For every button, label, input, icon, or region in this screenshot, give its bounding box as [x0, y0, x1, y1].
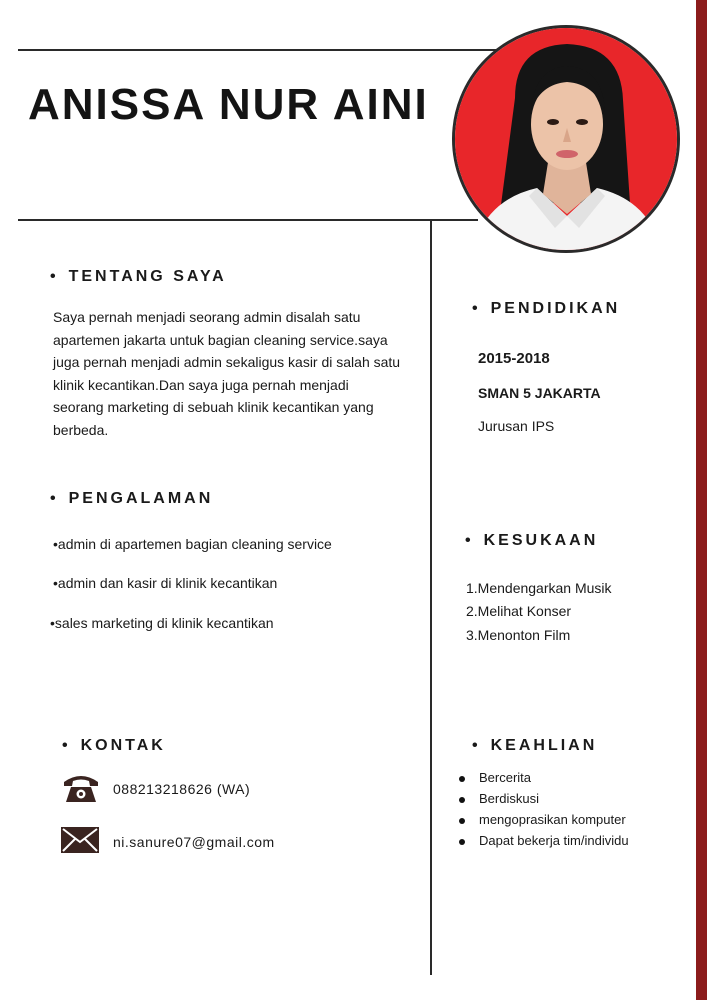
heading-bullet: • [50, 490, 59, 507]
contact-title: KONTAK [80, 737, 166, 754]
accent-bar [696, 0, 707, 1000]
about-heading [50, 268, 227, 286]
heading-bullet: • [472, 737, 481, 754]
bullet-icon [459, 839, 465, 845]
email-address: ni.sanure07@gmail.com [113, 834, 275, 850]
bullet-icon [459, 776, 465, 782]
skills-heading [472, 737, 597, 755]
bullet-icon [459, 818, 465, 824]
skills-title: KEAHLIAN [490, 737, 598, 754]
heading-bullet: • [62, 737, 71, 754]
heading-bullet: • [50, 268, 59, 285]
education-heading [472, 300, 620, 318]
list-item [459, 791, 539, 806]
skill-label: Dapat bekerja tim/individu [479, 833, 629, 848]
list-item: 2.Melihat Konser [466, 603, 572, 619]
experience-title: PENGALAMAN [68, 490, 214, 507]
telephone-icon [62, 772, 100, 804]
education-years: 2015-2018 [478, 350, 550, 367]
heading-bullet: • [465, 532, 474, 549]
skill-label: Bercerita [479, 770, 532, 785]
list-item: 3.Menonton Film [466, 627, 571, 643]
education-major: Jurusan IPS [478, 418, 555, 434]
about-title: TENTANG SAYA [68, 268, 227, 285]
column-divider [430, 220, 432, 975]
education-title: PENDIDIKAN [490, 300, 621, 317]
list-item [459, 812, 626, 827]
list-item: •admin di apartemen bagian cleaning service [53, 536, 332, 552]
skill-label: Berdiskusi [479, 791, 539, 806]
phone-number: 088213218626 (WA) [113, 781, 251, 797]
envelope-icon [60, 826, 100, 854]
hobbies-title: KESUKAAN [483, 532, 599, 549]
list-item: 1.Mendengarkan Musik [466, 580, 612, 596]
top-divider [18, 49, 498, 51]
list-item: •admin dan kasir di klinik kecantikan [53, 575, 278, 591]
school-name: SMAN 5 JAKARTA [478, 385, 601, 401]
header-divider [18, 219, 478, 221]
bullet-icon [459, 797, 465, 803]
skill-label: mengoprasikan komputer [479, 812, 626, 827]
list-item [459, 833, 629, 848]
contact-heading [62, 737, 166, 755]
portrait-image [455, 28, 677, 250]
list-item: •sales marketing di klinik kecantikan [50, 615, 274, 631]
list-item [459, 770, 531, 785]
about-text: Saya pernah menjadi seorang admin disalah satu apartemen jakarta untuk bagian cleaning service.saya juga pernah menjadi admin sekaligus kasir di salah satu klinik kecantikan.Dan saya juga pernah menjadi seorang marketing di sebuah klinik kecantikan yang berbeda. [53, 309, 401, 438]
page-title: ANISSA NUR AINI [28, 80, 429, 129]
hobbies-heading [465, 532, 598, 550]
heading-bullet: • [472, 300, 481, 317]
profile-photo [452, 25, 680, 253]
experience-heading [50, 490, 213, 508]
